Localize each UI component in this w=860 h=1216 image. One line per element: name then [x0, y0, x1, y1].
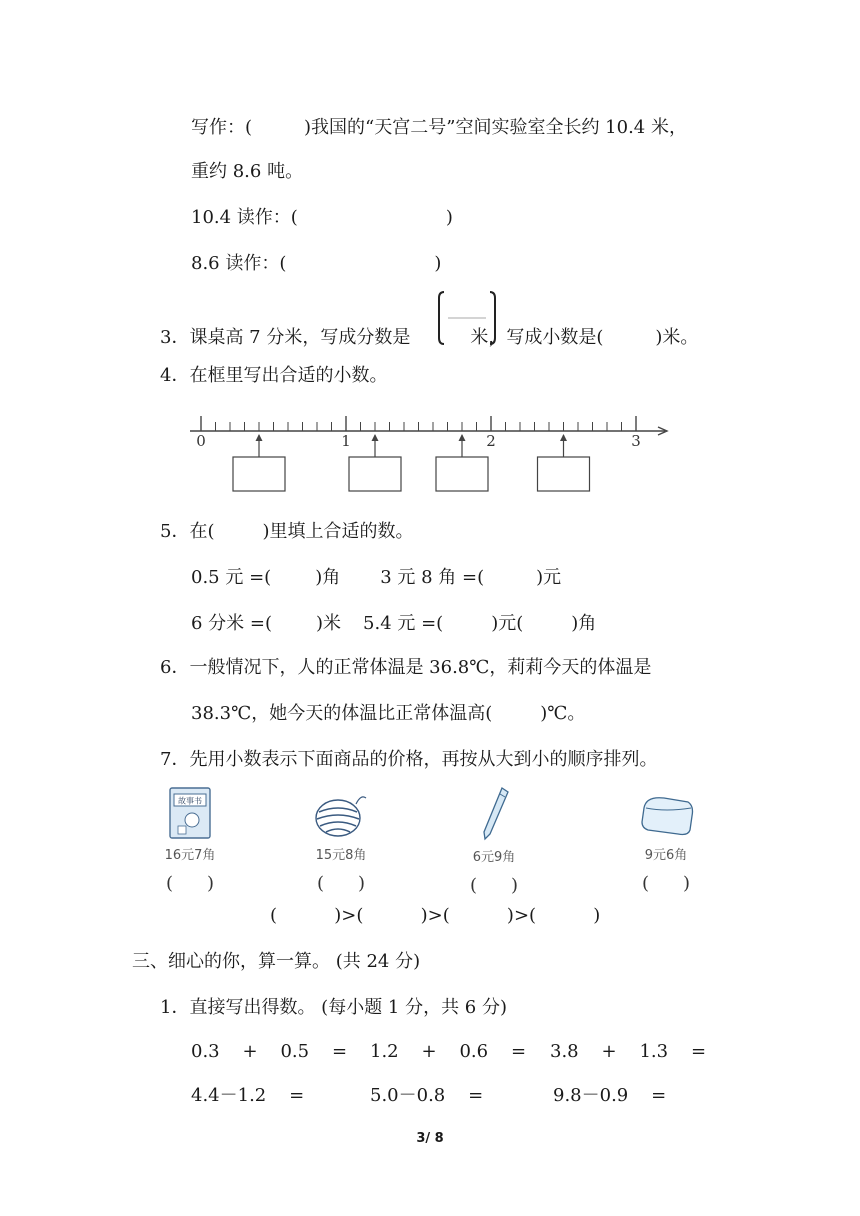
q2-line2: 重约 8.6 吨。	[191, 161, 304, 182]
q3-mid: 米，写成小数是(	[470, 327, 604, 348]
number-line-ticks	[201, 416, 636, 431]
tick-label: 3	[631, 432, 641, 450]
product-storybook	[130, 786, 250, 894]
q4-text: 4．在框里写出合适的小数。	[160, 365, 388, 386]
price-label: 6元9角	[472, 850, 516, 865]
number-line-arrows	[233, 434, 590, 491]
pencil-case-icon	[636, 786, 696, 840]
product-pen	[434, 786, 554, 896]
number-line-labels	[196, 432, 641, 450]
pen-icon	[474, 786, 514, 842]
q5-text	[160, 520, 414, 544]
answer-box[interactable]	[233, 457, 285, 491]
pointer-arrowhead	[256, 434, 263, 441]
q3-prefix: 3．课桌高 7 分米，写成分数是	[160, 327, 411, 348]
q6-line1: 6．一般情况下，人的正常体温是 36.8℃，莉莉今天的体温是	[160, 657, 652, 678]
calc-item: 5.0－0.8 =	[370, 1085, 484, 1106]
q2-read1	[191, 206, 453, 230]
q5-r2c: 5.4 元 =(	[363, 613, 444, 634]
q2-read1-label: 10.4 读作：(	[191, 207, 298, 228]
tick-label: 2	[486, 432, 496, 450]
fraction-bracket[interactable]	[438, 290, 496, 346]
q5-r1a: 0.5 元 =(	[191, 567, 272, 588]
q3-line	[160, 326, 698, 350]
section3-q1: 1．直接写出得数。 (每小题 1 分，共 6 分)	[160, 997, 508, 1018]
calc-item: 9.8－0.9 =	[553, 1085, 667, 1106]
answer-paren[interactable]: ( )	[165, 873, 215, 894]
q2-line1	[191, 116, 687, 140]
pointer-arrowhead	[372, 434, 379, 441]
q5-r2e: )角	[571, 613, 597, 634]
storybook-icon	[166, 786, 214, 840]
q2-statement: )我国的“天宫二号”空间实验室全长约 10.4 米，	[304, 117, 687, 138]
q7-text: 7．先用小数表示下面商品的价格，再按从大到小的顺序排列。	[160, 749, 658, 770]
number-line	[185, 400, 675, 500]
q5-r1d: )元	[536, 567, 562, 588]
answer-paren[interactable]: ( )	[316, 873, 366, 894]
svg-text:故事书: 故事书	[178, 796, 202, 806]
q5-row2	[191, 612, 596, 636]
q5-r1b: )角	[315, 567, 341, 588]
calc-item: 4.4－1.2 =	[191, 1085, 305, 1106]
watermelon-icon	[311, 786, 371, 840]
product-watermelon	[281, 786, 401, 894]
q6-line2-a: 38.3℃，她今天的体温比正常体温高(	[191, 703, 493, 724]
answer-paren[interactable]: ( )	[641, 873, 691, 894]
product-pencil-case	[606, 786, 726, 894]
answer-box[interactable]	[349, 457, 401, 491]
price-label: 16元7角	[164, 848, 216, 863]
q3-suffix: )米。	[655, 327, 699, 348]
price-label: 9元6角	[644, 848, 688, 863]
paren-close: )	[434, 253, 442, 274]
answer-paren[interactable]: ( )	[469, 875, 519, 896]
section3-title: 三、细心的你，算一算。 (共 24 分)	[132, 951, 421, 972]
q5-r1c: 3 元 8 角 =(	[380, 567, 485, 588]
q2-read2	[191, 252, 441, 276]
answer-box[interactable]	[538, 457, 590, 491]
q5-text-b: )里填上合适的数。	[262, 521, 414, 542]
calc-item: 3.8 + 1.3 =	[550, 1041, 707, 1062]
q5-text-a: 5．在(	[160, 521, 215, 542]
page-number: 3/ 8	[416, 1131, 444, 1146]
q5-r2a: 6 分米 =(	[191, 613, 272, 634]
q6-line2	[191, 702, 585, 726]
answer-box[interactable]	[436, 457, 488, 491]
q5-r2b: )米	[316, 613, 342, 634]
tick-label: 1	[341, 432, 351, 450]
tick-label: 0	[196, 432, 206, 450]
paren-close: )	[445, 207, 453, 228]
q6-line2-b: )℃。	[540, 703, 586, 724]
q2-read2-label: 8.6 读作：(	[191, 253, 287, 274]
q2-write-label: 写作：(	[191, 117, 253, 138]
q7-order-line[interactable]: ( )>( )>( )>( )	[270, 905, 601, 926]
q5-r2d: )元(	[491, 613, 524, 634]
pointer-arrowhead	[560, 434, 567, 441]
pointer-arrowhead	[459, 434, 466, 441]
calc-item: 0.3 + 0.5 =	[191, 1041, 348, 1062]
calc-item: 1.2 + 0.6 =	[370, 1041, 527, 1062]
q5-row1	[191, 566, 561, 590]
price-label: 15元8角	[315, 848, 367, 863]
